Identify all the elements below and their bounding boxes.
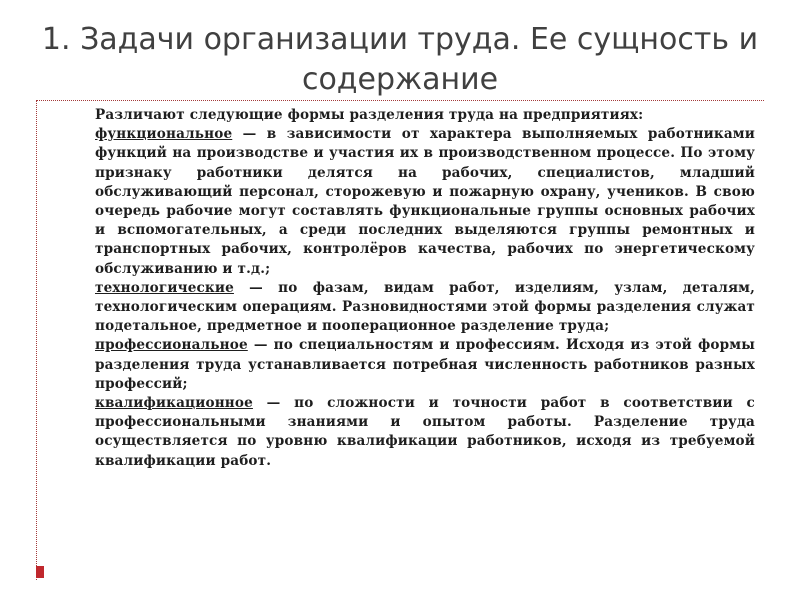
functional-description: — в зависимости от характера выполняемых работниками функций на производстве и участия их в производственном процессе. По этому признаку работники делятся на рабочих, специалистов, младший обслуживающий персонал, сторожевую и пожарную охрану, учеников. В свою очередь рабочие могут составлять функциональные группы основных рабочих и вспомогательных, а среди последних выделяются группы ремонтных и транспортных рабочих, контролёров качества, рабочих по энергетическому обслуживанию и т.д.; [95,126,755,277]
technological-paragraph [95,279,755,337]
scanned-text-block [95,106,755,471]
corner-accent-mark [36,566,44,578]
professional-term: профессиональное [95,337,248,354]
intro-paragraph: Различают следующие формы разделения труда на предприятиях: [95,107,644,123]
qualification-description: — по сложности и точности работ в соответствии с профессиональными знаниями и опытом работы. Разделение труда осуществляется по уровню квалификации работников, исходя из требуемой квалификации работ. [95,395,755,469]
qualification-term: квалификационное [95,395,253,412]
slide-title: 1. Задачи организации труда. Ее сущность и содержание [41,22,759,97]
functional-term: функциональное [95,126,233,143]
qualification-paragraph [95,394,755,471]
title-divider [36,100,764,101]
technological-term: технологические [95,279,234,296]
professional-paragraph [95,336,755,394]
technological-description: — по фазам, видам работ, изделиям, узлам, деталям, технологическим операциям. Разновидностями этой формы разделения служат подетальное, предметное и пооперационное разделение труда; [95,279,755,335]
left-margin-line [36,100,37,580]
functional-paragraph [95,125,755,279]
professional-description: — по специальностям и профессиям. Исходя из этой формы разделения труда устанавливается потребная численность работников разных профессий; [95,337,755,392]
